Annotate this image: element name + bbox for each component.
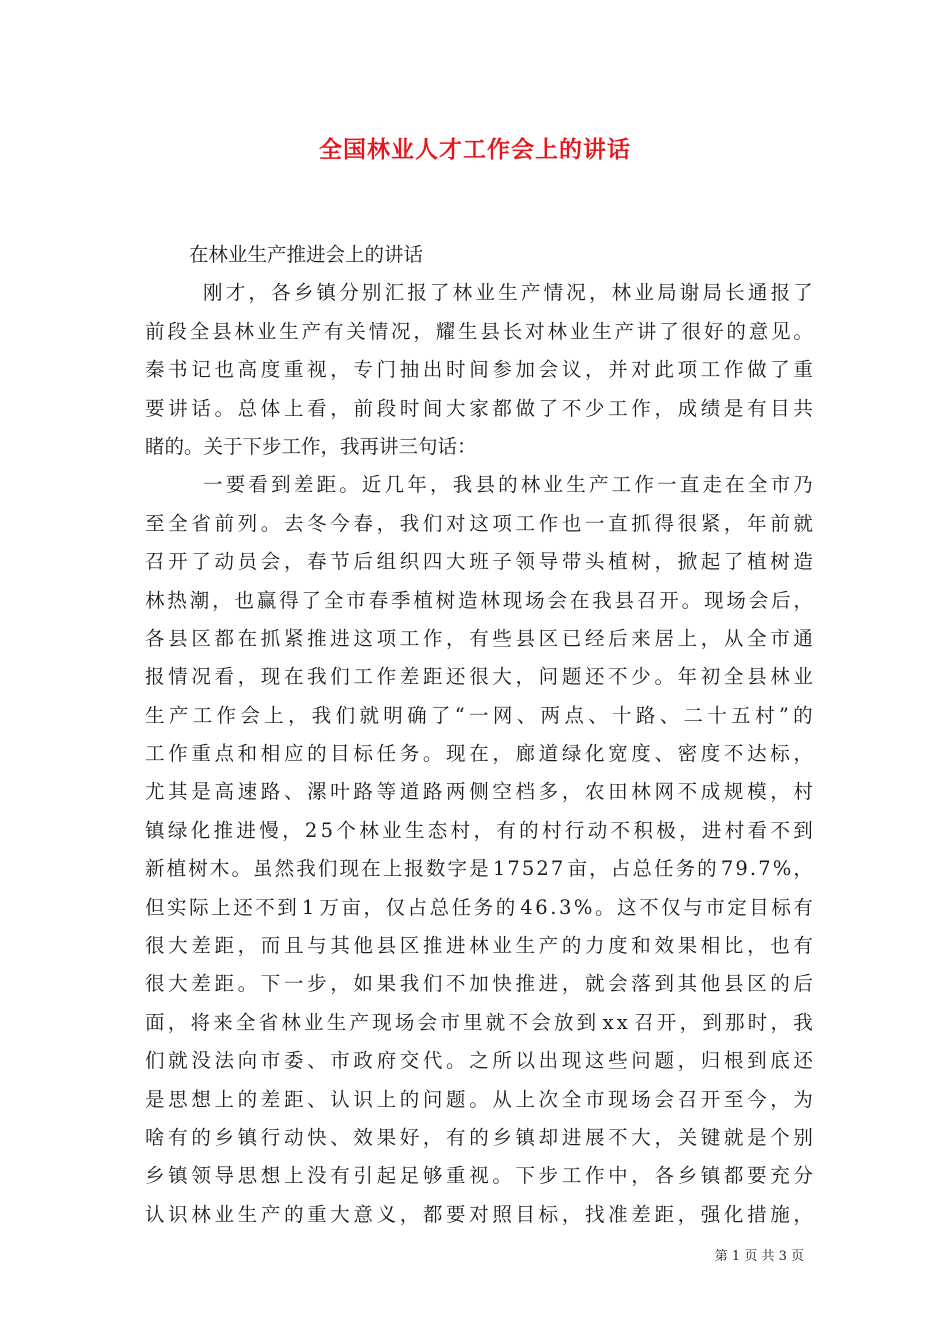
paragraph-line: 新 植 树 木 。 虽 然 我 们 现 在 上 报 数 字 是 1 7 5 2 7 亩 ， 占 总 任 务 的 7 9 . 7 % ， bbox=[145, 857, 813, 881]
paragraph-line: 工 作 重 点 和 相 应 的 目 标 任 务 。 现 在 ， 廊 道 绿 化 宽 度 、 密 度 不 达 标 ， bbox=[145, 742, 813, 766]
subtitle-line: 在林业生产推进会上的讲话 bbox=[189, 243, 424, 266]
paragraph-line: 一 要 看 到 差 距 。 近 几 年 ， 我 县 的 林 业 生 产 工 作 一 直 走 在 全 市 乃 bbox=[203, 473, 813, 497]
paragraph-line: 生 产 工 作 会 上 ， 我 们 就 明 确 了 “ 一 网 、 两 点 、 十 路 、 二 十 五 村 ” 的 bbox=[145, 703, 813, 727]
paragraph-line: 们 就 没 法 向 市 委 、 市 政 府 交 代 。 之 所 以 出 现 这 些 问 题 ， 归 根 到 底 还 bbox=[145, 1049, 813, 1073]
document-title: 全国林业人才工作会上的讲话 bbox=[319, 136, 631, 163]
paragraph-line: 刚 才 ， 各 乡 镇 分 别 汇 报 了 林 业 生 产 情 况 ， 林 业 局 谢 局 长 通 报 了 bbox=[203, 281, 813, 305]
paragraph-line: 很 大 差 距 。 下 一 步 ， 如 果 我 们 不 加 快 推 进 ， 就 会 落 到 其 他 县 区 的 后 bbox=[145, 972, 813, 996]
paragraph-line: 前 段 全 县 林 业 生 产 有 关 情 况 ， 耀 生 县 长 对 林 业 生 产 讲 了 很 好 的 意 见 。 bbox=[145, 319, 813, 343]
paragraph-line: 乡 镇 领 导 思 想 上 没 有 引 起 足 够 重 视 。 下 步 工 作 中 ， 各 乡 镇 都 要 充 分 bbox=[145, 1164, 813, 1188]
paragraph-line: 是 思 想 上 的 差 距 、 认 识 上 的 问 题 。 从 上 次 全 市 现 场 会 召 开 至 今 ， 为 bbox=[145, 1087, 813, 1111]
paragraph-line: 各 县 区 都 在 抓 紧 推 进 这 项 工 作 ， 有 些 县 区 已 经 后 来 居 上 ， 从 全 市 通 bbox=[145, 626, 813, 650]
paragraph-line: 很 大 差 距 ， 而 且 与 其 他 县 区 推 进 林 业 生 产 的 力 度 和 效 果 相 比 ， 也 有 bbox=[145, 934, 813, 958]
paragraph-line: 但 实 际 上 还 不 到 1 万 亩 ， 仅 占 总 任 务 的 4 6 . 3 % 。 这 不 仅 与 市 定 目 标 有 bbox=[145, 895, 813, 919]
paragraph-line: 秦 书 记 也 高 度 重 视 ， 专 门 抽 出 时 间 参 加 会 议 ， 并 对 此 项 工 作 做 了 重 bbox=[145, 358, 813, 382]
paragraph-line: 面 ， 将 来 全 省 林 业 生 产 现 场 会 市 里 就 不 会 放 到 x x 召 开 ， 到 那 时 ， 我 bbox=[145, 1010, 813, 1034]
paragraph-line: 镇 绿 化 推 进 慢 ， 2 5 个 林 业 生 态 村 ， 有 的 村 行 动 不 积 极 ， 进 村 看 不 到 bbox=[145, 818, 813, 842]
paragraph-line: 报 情 况 看 ， 现 在 我 们 工 作 差 距 还 很 大 ， 问 题 还 不 少 。 年 初 全 县 林 业 bbox=[145, 665, 813, 689]
paragraph-line: 啥 有 的 乡 镇 行 动 快 、 效 果 好 ， 有 的 乡 镇 却 进 展 不 大 ， 关 键 就 是 个 别 bbox=[145, 1125, 813, 1149]
page-number-footer: 第 1 页 共 3 页 bbox=[714, 1249, 804, 1264]
paragraph-line: 林 热 潮 ， 也 赢 得 了 全 市 春 季 植 树 造 林 现 场 会 在 我 县 召 开 。 现 场 会 后 ， bbox=[145, 588, 813, 612]
paragraph-line: 召 开 了 动 员 会 ， 春 节 后 组 织 四 大 班 子 领 导 带 头 植 树 ， 掀 起 了 植 树 造 bbox=[145, 550, 813, 574]
paragraph-line: 睹的。关于下步工作，我再讲三句话： bbox=[145, 434, 477, 458]
paragraph-line: 至 全 省 前 列 。 去 冬 今 春 ， 我 们 对 这 项 工 作 也 一 直 抓 得 很 紧 ， 年 前 就 bbox=[145, 511, 813, 535]
document-body bbox=[145, 236, 813, 1234]
paragraph-line: 认 识 林 业 生 产 的 重 大 意 义 ， 都 要 对 照 目 标 ， 找 准 差 距 ， 强 化 措 施 ， bbox=[145, 1202, 813, 1226]
paragraph-line: 要 讲 话 。 总 体 上 看 ， 前 段 时 间 大 家 都 做 了 不 少 工 作 ， 成 绩 是 有 目 共 bbox=[145, 396, 813, 420]
paragraph-line: 尤 其 是 高 速 路 、 漯 叶 路 等 道 路 两 侧 空 档 多 ， 农 田 林 网 不 成 规 模 ， 村 bbox=[145, 780, 813, 804]
